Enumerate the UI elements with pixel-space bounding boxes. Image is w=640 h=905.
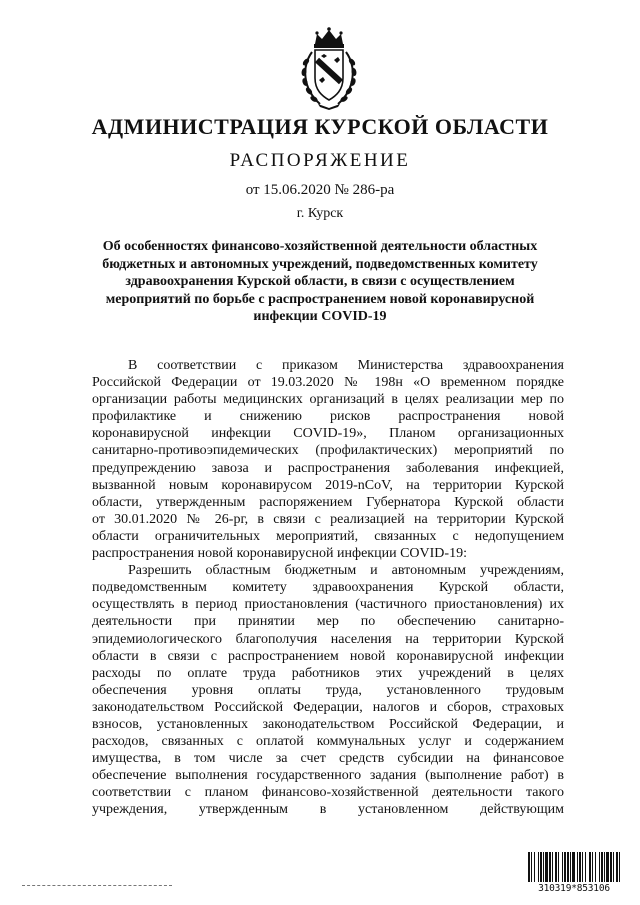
document-body (92, 357, 564, 819)
body-line: обеспечение выполнения государственного задания (выполнение работ) в (92, 768, 564, 784)
subject-line: мероприятий по борьбе с распространением новой коронавирусной (105, 291, 535, 307)
coat-of-arms-icon (298, 26, 360, 110)
body-line: профилактике и снижению рисков распространения новой (92, 409, 564, 425)
body-line: соответствии с планом финансово-хозяйственной деятельности такого (92, 785, 564, 801)
body-line: предупреждению завоза и распространения заболевания инфекцией, (92, 460, 564, 476)
body-line: области ограничительных мероприятий, связанных с недопущением (92, 528, 564, 544)
barcode-number: 310319*853106 (538, 883, 610, 894)
body-line: области, утвержденным распоряжением Губернатора Курской области (92, 494, 564, 510)
body-line: обеспечения уровня оплаты труда, установленного трудовым (92, 682, 564, 698)
body-line: имущества, в том числе за счет средств субсидии на финансовое (92, 751, 564, 767)
subject-line: инфекции COVID-19 (253, 309, 387, 325)
body-line: деятельности при принятии мер по обеспечению санитарно- (92, 614, 564, 630)
body-line: эпидемиологического благополучия населения на территории Курской (92, 631, 564, 647)
barcode (528, 852, 620, 898)
paragraph-2 (92, 562, 564, 818)
subject-line: бюджетных и автономных учреждений, подведомственных комитету (102, 256, 538, 272)
margin-rule (22, 885, 172, 886)
body-line: учреждения, утвержденным в установленном действующим (92, 802, 564, 818)
body-line: законодательством Российской Федерации, налогов и сборов, страховых (92, 699, 564, 715)
body-line: подведомственным комитету здравоохранения Курской области, (92, 580, 564, 596)
body-line: взносов, установленных законодательством Российской Федерации, и (92, 716, 564, 732)
paragraph-1 (92, 357, 564, 562)
document-city: г. Курск (296, 206, 344, 221)
body-line: осуществлять в период приостановления (частичного приостановления) их (92, 597, 564, 613)
subject-line: здравоохранения Курской области, в связи с осуществлением (125, 274, 515, 290)
document-type: РАСПОРЯЖЕНИЕ (229, 150, 411, 171)
body-line: расходов, связанных с оплатой коммунальных услуг и содержанием (92, 734, 564, 750)
document-date-number: от 15.06.2020 № 286-ра (245, 182, 395, 198)
subject-line: Об особенностях финансово-хозяйственной деятельности областных (102, 239, 538, 254)
barcode-bars (528, 852, 620, 882)
body-line: организации работы медицинских организаций в целях реализации мер по (92, 392, 564, 408)
body-line: коронавирусной инфекции COVID-19», Планом организационных (92, 426, 564, 442)
body-line: расходы по оплате труда работников этих учреждений в целях (92, 665, 564, 681)
organization-title: АДМИНИСТРАЦИЯ КУРСКОЙ ОБЛАСТИ (91, 114, 549, 139)
body-line: Разрешить областным бюджетным и автономным учреждениям, (128, 563, 564, 579)
body-line: от 30.01.2020 № 26-рг, в связи с реализацией на территории Курской (92, 511, 564, 527)
body-line: вызванной новым коронавирусом 2019-nCoV, на территории Курской (92, 477, 564, 493)
body-line: области в связи с распространением новой коронавирусной инфекции (92, 648, 564, 664)
document-subject (82, 238, 558, 326)
body-line: В соответствии с приказом Министерства здравоохранения (128, 358, 564, 373)
body-line: Российской Федерации от 19.03.2020 № 198н «О временном порядке (92, 375, 564, 391)
body-line: санитарно-противоэпидемических (профилактических) мероприятий по (92, 443, 564, 459)
body-line: распространения новой коронавирусной инфекции COVID-19: (92, 546, 467, 562)
